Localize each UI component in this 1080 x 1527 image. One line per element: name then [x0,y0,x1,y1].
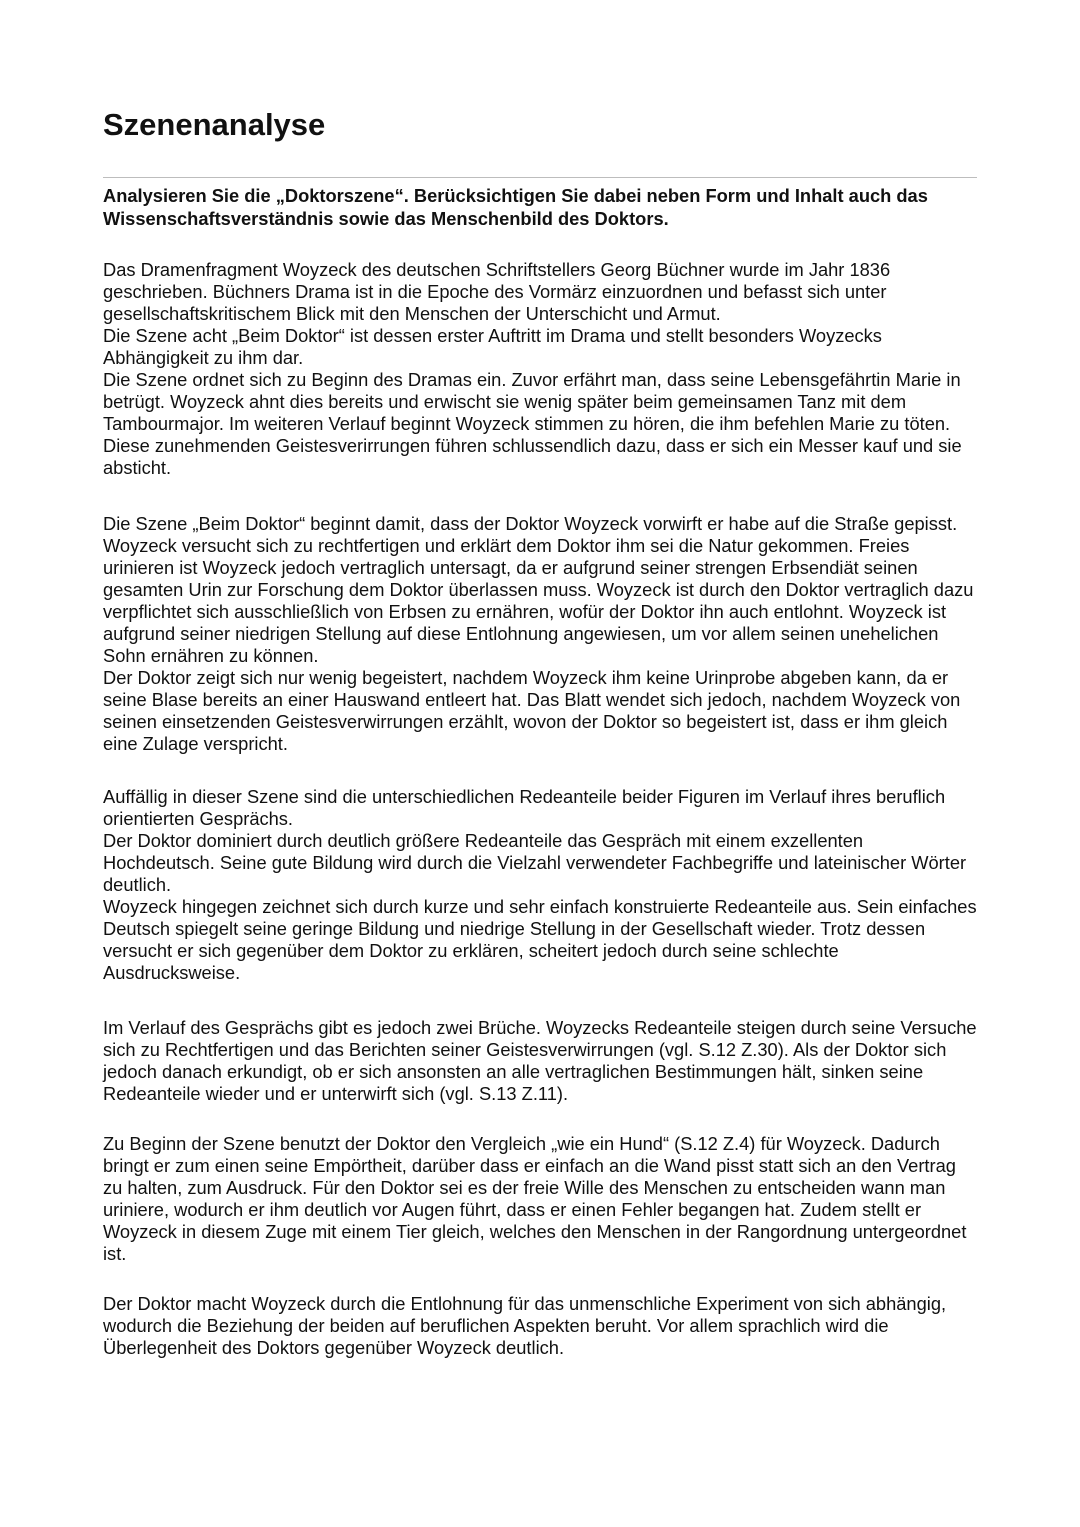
paragraph: Der Doktor dominiert durch deutlich größere Redeanteile das Gespräch mit einem exzellenten Hochdeutsch. Seine gute Bildung wird durch die Vielzahl verwendeter Fachbegriffe und lateinischer Wörter deutlich. [103,830,967,895]
paragraph: Woyzeck hingegen zeichnet sich durch kurze und sehr einfach konstruierte Redeanteile aus. Sein einfaches Deutsch spiegelt seine geringe Bildung und niedrige Stellung in der Gesellschaft wieder. Trotz dessen versucht er sich gegenüber dem Doktor zu erklären, scheitert jedoch durch seine schlechte Ausdrucksweise. [103,896,977,983]
paragraph: Die Szene „Beim Doktor“ beginnt damit, dass der Doktor Woyzeck vorwirft er habe auf die Straße gepisst. Woyzeck versucht sich zu rechtfertigen und erklärt dem Doktor ihm sei die Natur gekommen. Freies urinieren ist Woyzeck jedoch vertraglich untersagt, da er aufgrund seiner strengen Erbsendiät seinen gesamten Urin zur Forschung dem Doktor überlassen muss. Woyzeck ist durch den Doktor vertraglich dazu verpflichtet sich ausschließlich von Erbsen zu ernähren, wofür der Doktor ihn auch entlohnt. Woyzeck ist aufgrund seiner niedrigen Stellung auf diese Entlohnung angewiesen, um vor allem seinen unehelichen Sohn ernähren zu können. [103,513,974,666]
section-comparison [103,1133,977,1265]
section-content-summary [103,513,977,755]
paragraph: Die Szene acht „Beim Doktor“ ist dessen erster Auftritt im Drama und stellt besonders Woyzecks Abhängigkeit zu ihm dar. [103,325,882,368]
paragraph: Der Doktor macht Woyzeck durch die Entlohnung für das unmenschliche Experiment von sich abhängig, wodurch die Beziehung der beiden auf beruflichen Aspekten beruht. Vor allem sprachlich wird die Überlegenheit des Doktors gegenüber Woyzeck deutlich. [103,1293,947,1358]
title-divider [103,177,977,178]
section-introduction [103,259,977,479]
section-dependency [103,1293,977,1359]
paragraph: Im Verlauf des Gesprächs gibt es jedoch zwei Brüche. Woyzecks Redeanteile steigen durch seine Versuche sich zu Rechtfertigen und das Berichten seiner Geistesverwirrungen (vgl. S.12 Z.30). Als der Doktor sich jedoch danach erkundigt, ob er sich ansonsten an alle vertraglichen Bestimmungen hält, sinken seine Redeanteile wieder und er unterwirft sich (vgl. S.13 Z.11). [103,1017,977,1104]
section-breaks [103,1017,977,1105]
paragraph: Auffällig in dieser Szene sind die unterschiedlichen Redeanteile beider Figuren im Verlauf ihres beruflich orientierten Gesprächs. [103,786,946,829]
paragraph: Der Doktor zeigt sich nur wenig begeistert, nachdem Woyzeck ihm keine Urinprobe abgeben kann, da er seine Blase bereits an einer Hauswand entleert hat. Das Blatt wendet sich jedoch, nachdem Woyzeck von seinen einsetzenden Geistesverwirrungen erzählt, wovon der Doktor so begeistert ist, dass er ihm gleich eine Zulage verspricht. [103,667,961,754]
paragraph: Zu Beginn der Szene benutzt der Doktor den Vergleich „wie ein Hund“ (S.12 Z.4) für Woyzeck. Dadurch bringt er zum einen seine Empörtheit, darüber dass er einfach an die Wand pisst statt sich an den Vertrag zu halten, zum Ausdruck. Für den Doktor sei es der freie Wille des Menschen zu entscheiden wann man uriniere, wodurch er ihm deutlich vor Augen führt, dass er einen Fehler begangen hat. Zudem stellt er Woyzeck in diesem Zuge mit einem Tier gleich, welches den Menschen in der Rangordnung untergeordnet ist. [103,1133,967,1264]
section-speech-shares [103,786,977,984]
task-prompt: Analysieren Sie die „Doktorszene“. Berücksichtigen Sie dabei neben Form und Inhalt auch das Wissenschaftsverständnis sowie das Menschenbild des Doktors. [103,185,928,229]
page-title: Szenenanalyse [103,107,326,142]
paragraph: Das Dramenfragment Woyzeck des deutschen Schriftstellers Georg Büchner wurde im Jahr 1836 geschrieben. Büchners Drama ist in die Epoche des Vormärz einzuordnen und befasst sich unter gesellschaftskritischem Blick mit den Menschen der Unterschicht und Armut. [103,259,891,324]
paragraph: Die Szene ordnet sich zu Beginn des Dramas ein. Zuvor erfährt man, dass seine Lebensgefährtin Marie in betrügt. Woyzeck ahnt dies bereits und erwischt sie wenig später beim gemeinsamen Tanz mit dem Tambourmajor. Im weiteren Verlauf beginnt Woyzeck stimmen zu hören, die ihm befehlen Marie zu töten. Diese zunehmenden Geistesverirrungen führen schlussendlich dazu, dass er sich ein Messer kauf und sie absticht. [103,369,962,478]
